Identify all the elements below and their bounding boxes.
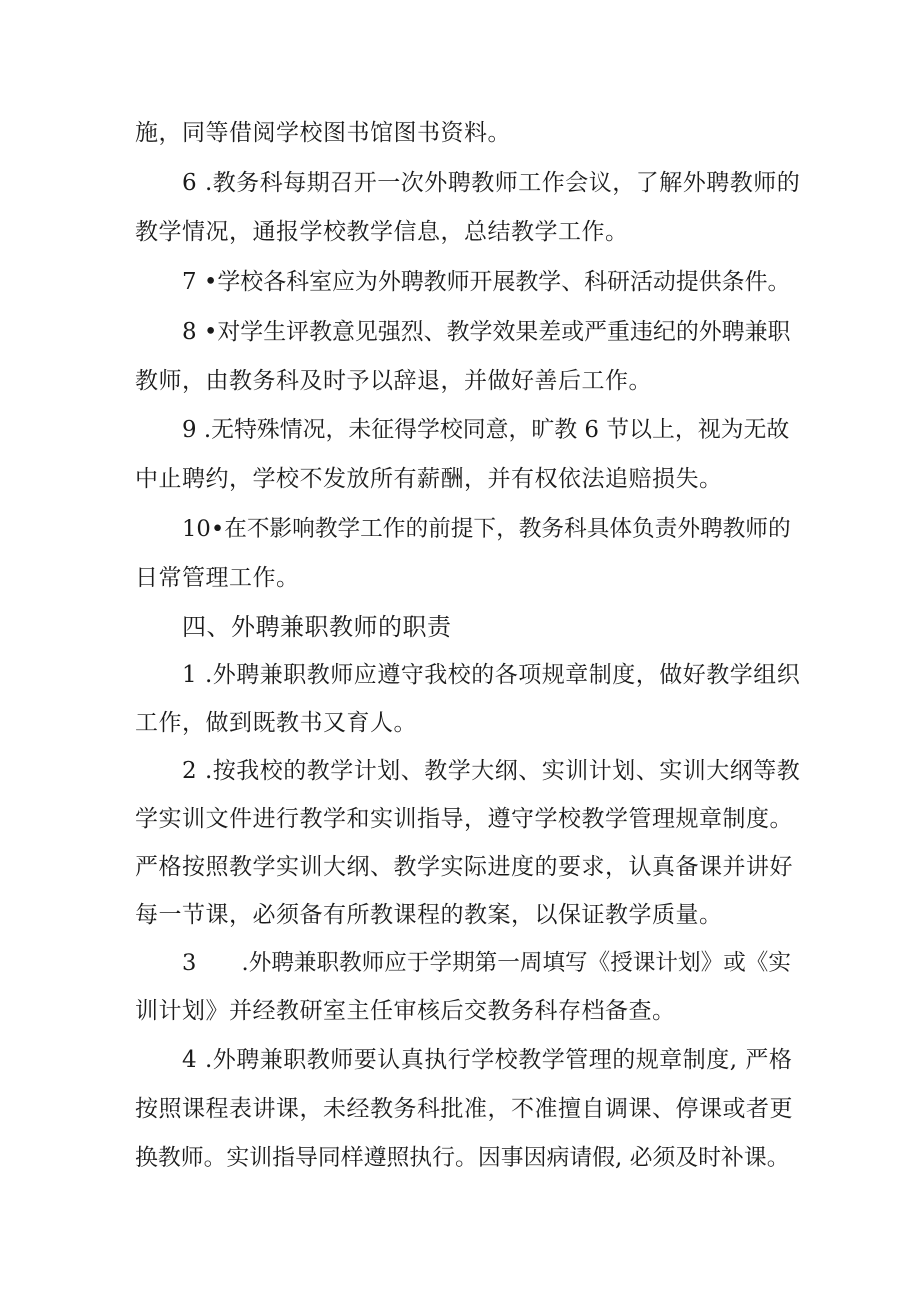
text-line: 4 .外聘兼职教师要认真执行学校教学管理的规章制度, 严格	[182, 1047, 793, 1073]
text-line: 工作，做到既教书又育人。	[135, 710, 417, 736]
text-line: 每一节课，必须备有所教课程的教案，以保证教学质量。	[135, 902, 723, 928]
text-line: 学实训文件进行教学和实训指导，遵守学校教学管理规章制度。	[135, 806, 793, 832]
text-line: 9 .无特殊情况，未征得学校同意，旷教 6 节以上，视为无故	[182, 417, 790, 443]
text-line: 日常管理工作。	[135, 565, 300, 591]
text-line: 换教师。实训指导同样遵照执行。因事因病请假, 必须及时补课。	[135, 1145, 790, 1171]
text-line: 中止聘约，学校不发放所有薪酬，并有权依法追赔损失。	[135, 466, 723, 492]
section-heading: 四、外聘兼职教师的职责	[182, 613, 452, 641]
text-line: 10•在不影响教学工作的前提下，教务科具体负责外聘教师的	[182, 516, 791, 542]
text-line: 教学情况，通报学校教学信息，总结教学工作。	[135, 219, 629, 245]
text-line: 6 .教务科每期召开一次外聘教师工作会议，了解外聘教师的	[182, 170, 801, 196]
text-line: 施，同等借阅学校图书馆图书资料。	[135, 120, 511, 146]
text-line: 严格按照教学实训大纲、教学实际进度的要求，认真备课并讲好	[135, 854, 793, 880]
text-line: 3 .外聘兼职教师应于学期第一周填写《授课计划》或《实	[182, 950, 791, 976]
text-line: 教师，由教务科及时予以辞退，并做好善后工作。	[135, 368, 652, 394]
text-line: 训计划》并经教研室主任审核后交教务科存档备查。	[135, 998, 676, 1024]
text-line: 2 .按我校的教学计划、教学大纲、实训计划、实训大纲等教	[182, 758, 801, 784]
text-line: 按照课程表讲课，未经教务科批准，不准擅自调课、停课或者更	[135, 1096, 793, 1122]
text-line: 8 •对学生评教意见强烈、教学效果差或严重违纪的外聘兼职	[182, 319, 791, 345]
text-line: 7 •学校各科室应为外聘教师开展教学、科研活动提供条件。	[182, 269, 791, 295]
text-line: 1 .外聘兼职教师应遵守我校的各项规章制度，做好教学组织	[182, 662, 801, 688]
